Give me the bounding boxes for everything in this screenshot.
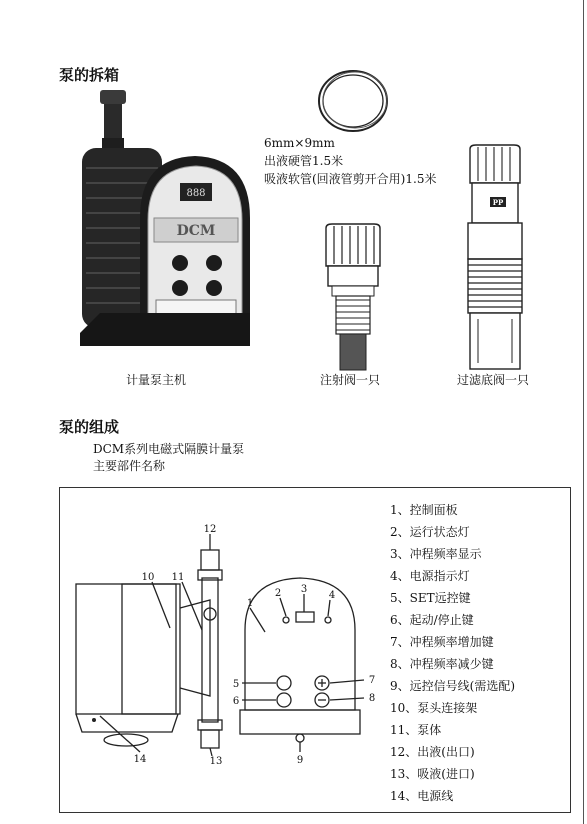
svg-text:888: 888 — [186, 188, 206, 199]
parts-list-item: 12、出液(出口) — [390, 745, 475, 759]
callout-2: 2 — [274, 588, 282, 599]
callout-10: 10 — [141, 572, 155, 583]
callout-6: 6 — [232, 696, 240, 707]
parts-list-item: 2、运行状态灯 — [390, 525, 470, 539]
caption-injection-valve: 注射阀一只 — [320, 373, 381, 387]
callout-13: 13 — [209, 756, 223, 767]
tubing-spec: 6mm×9mm — [264, 136, 335, 150]
callout-14: 14 — [133, 754, 147, 765]
parts-list-item: 4、电源指示灯 — [390, 569, 470, 583]
callout-11: 11 — [171, 572, 185, 583]
pump-series-name: DCM系列电磁式隔膜计量泵 — [93, 442, 245, 456]
suction-tube-spec: 吸液软管(回液管剪开合用)1.5米 — [264, 172, 437, 186]
parts-list-item: 9、远控信号线(需选配) — [390, 679, 515, 693]
callout-8: 8 — [368, 693, 376, 704]
foot-valve-tag: PP — [492, 198, 504, 207]
parts-list — [390, 499, 515, 807]
injection-valve-image — [318, 222, 388, 372]
callout-12: 12 — [203, 524, 217, 535]
parts-subtitle: 主要部件名称 — [93, 459, 166, 473]
parts-list-item: 10、泵头连接架 — [390, 701, 478, 715]
callout-3: 3 — [300, 584, 308, 595]
pump-brand-label: DCM — [176, 223, 216, 239]
caption-foot-valve: 过滤底阀一只 — [457, 373, 530, 387]
page-edge — [583, 0, 584, 824]
parts-list-item: 7、冲程频率增加键 — [390, 635, 494, 649]
parts-list-item: 3、冲程频率显示 — [390, 547, 482, 561]
callout-1: 1 — [246, 598, 254, 609]
parts-list-item: 8、冲程频率减少键 — [390, 657, 494, 671]
section-title-composition: 泵的组成 — [59, 418, 120, 436]
parts-list-item: 6、起动/停止键 — [390, 613, 474, 627]
tube-coil-image — [313, 66, 393, 136]
parts-list-item: 14、电源线 — [390, 789, 454, 803]
parts-list-item: 13、吸液(进口) — [390, 767, 475, 781]
parts-list-item: 11、泵体 — [390, 723, 442, 737]
callout-7: 7 — [368, 675, 376, 686]
callout-4: 4 — [328, 590, 336, 601]
parts-list-item: 1、控制面板 — [390, 503, 458, 517]
caption-main-unit: 计量泵主机 — [126, 373, 187, 387]
parts-list-item: 5、SET远控键 — [390, 591, 471, 605]
outlet-tube-spec: 出液硬管1.5米 — [264, 154, 344, 168]
pump-main-unit-image — [80, 88, 255, 358]
foot-valve-image — [460, 143, 530, 373]
callout-9: 9 — [296, 755, 304, 766]
callout-5: 5 — [232, 679, 240, 690]
section-title-unboxing: 泵的拆箱 — [59, 66, 120, 84]
pump-parts-diagram — [60, 520, 385, 770]
